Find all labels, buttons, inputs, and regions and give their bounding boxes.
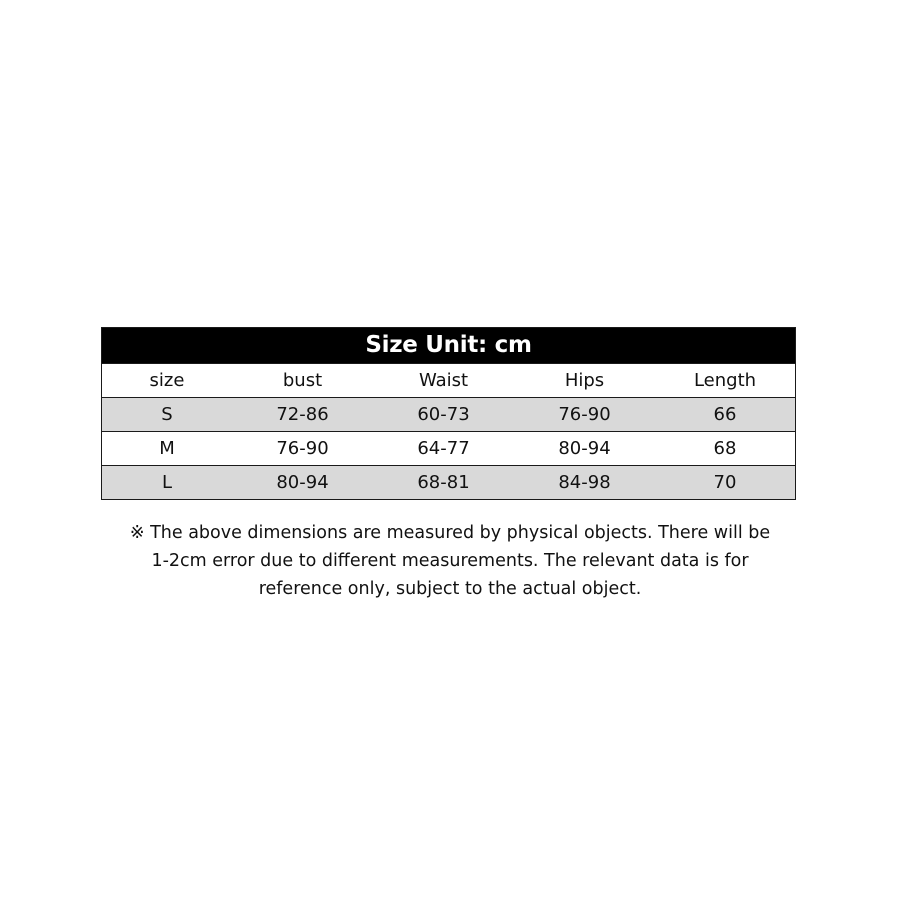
table-cell: 64-77 bbox=[417, 438, 470, 459]
table-row bbox=[102, 465, 795, 499]
table-cell: 60-73 bbox=[417, 404, 470, 425]
table-cell: 72-86 bbox=[276, 404, 329, 425]
table-cell: M bbox=[159, 438, 175, 459]
header-cell-bust: bust bbox=[282, 370, 323, 391]
table-cell: 76-90 bbox=[276, 438, 329, 459]
table-cell: 76-90 bbox=[558, 404, 611, 425]
header-row bbox=[102, 363, 795, 397]
table-cell: 84-98 bbox=[558, 472, 611, 493]
note-line: 1-2cm error due to different measurements. The relevant data is for bbox=[151, 551, 749, 571]
table-cell: L bbox=[161, 472, 173, 493]
note-line: ※ The above dimensions are measured by physical objects. There will be bbox=[129, 523, 771, 543]
note-line: reference only, subject to the actual object. bbox=[258, 579, 642, 599]
size-table bbox=[101, 327, 796, 500]
table-cell: 80-94 bbox=[276, 472, 329, 493]
header-cell-hips: Hips bbox=[564, 370, 605, 391]
table-cell: 68 bbox=[713, 438, 737, 459]
measurement-note bbox=[100, 519, 800, 603]
header-cell-waist: Waist bbox=[418, 370, 469, 391]
header-cell-size: size bbox=[149, 370, 185, 391]
table-cell: 70 bbox=[713, 472, 737, 493]
table-cell: 68-81 bbox=[417, 472, 470, 493]
table-title: Size Unit: cm bbox=[102, 328, 795, 363]
table-cell: 66 bbox=[713, 404, 737, 425]
table-row bbox=[102, 397, 795, 431]
table-cell: 80-94 bbox=[558, 438, 611, 459]
table-cell: S bbox=[161, 404, 173, 425]
table-row bbox=[102, 431, 795, 465]
header-cell-length: Length bbox=[693, 370, 757, 391]
